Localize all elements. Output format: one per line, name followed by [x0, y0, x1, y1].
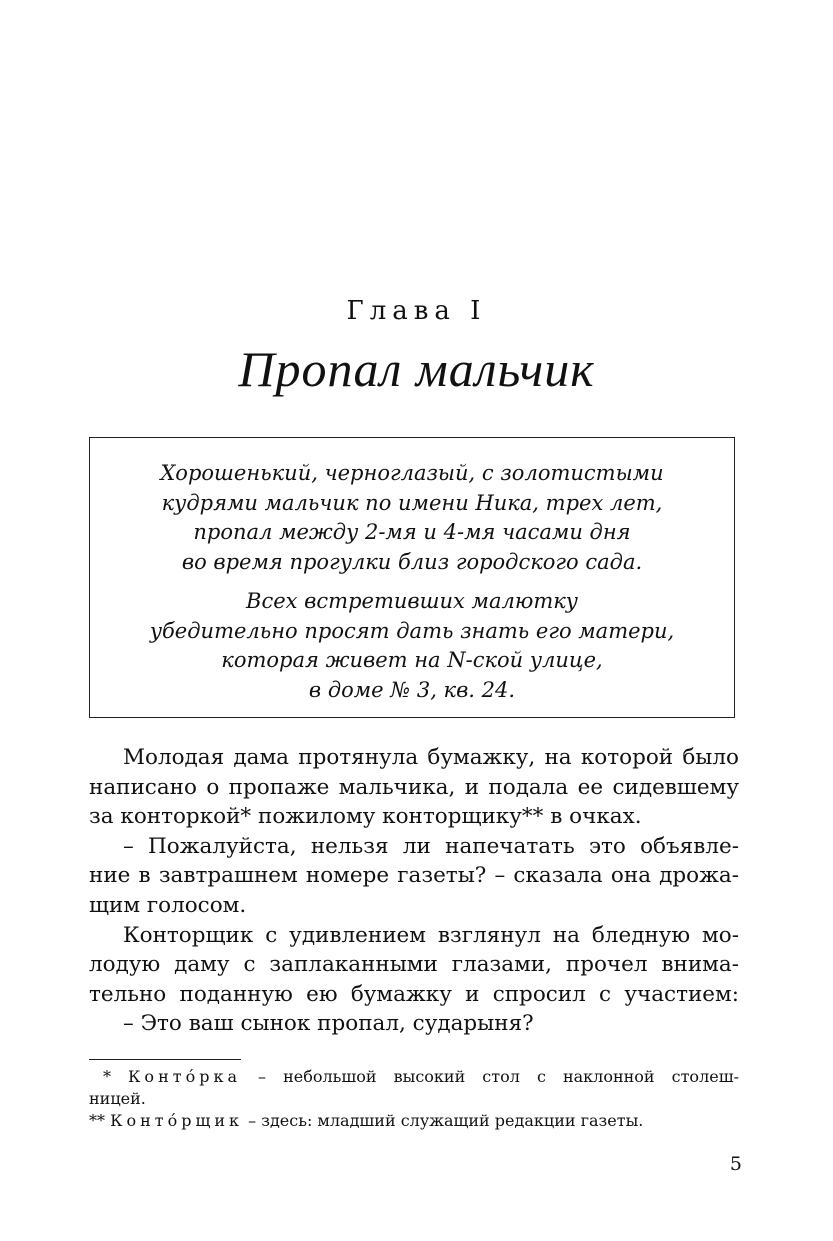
notice-line: кудрями мальчик по имени Ника, трех лет, — [161, 490, 663, 515]
footnote-1 — [89, 1066, 739, 1088]
notice-line: пропал между 2-мя и 4-мя часами дня — [193, 520, 631, 544]
body-line: Молодая дама протянула бумажку, на которой было — [123, 745, 739, 770]
footnote-mark: ** — [89, 1111, 105, 1130]
footnotes — [89, 1066, 739, 1132]
chapter-label: Глава I — [346, 296, 487, 326]
footnote-1-continuation: ницей. — [89, 1089, 146, 1108]
body-line: за конторкой* пожилому конторщику** в очках. — [89, 804, 642, 830]
notice-box — [89, 437, 735, 718]
notice-line: убедительно просят дать знать его матери, — [149, 618, 675, 643]
footnote-rule — [89, 1059, 241, 1060]
body-line: щим голосом. — [89, 892, 247, 918]
body-line: лодую даму с заплаканными глазами, прочел внима- — [89, 952, 739, 978]
body-line: – Это ваш сынок пропал, сударыня? — [123, 1011, 534, 1037]
body-line: тельно поданную ею бумажку и спросил с участием: — [89, 981, 739, 1007]
notice-line: во время прогулки близ городского сада. — [181, 549, 643, 574]
body-line: Конторщик с удивлением взглянул на бледную мо- — [123, 922, 739, 948]
page-number: 5 — [729, 1153, 742, 1175]
notice-paragraph — [90, 459, 734, 577]
notice-line: которая живет на N-ской улице, — [221, 648, 603, 672]
notice-line: Хорошенький, черноглазый, с золотистыми — [160, 461, 664, 485]
chapter-title: Пропал мальчик — [238, 341, 595, 397]
footnote-definition: – здесь: младший служащий редакции газеты. — [248, 1111, 644, 1130]
notice-line: Всех встретивших малютку — [246, 589, 578, 613]
footnote-2 — [89, 1110, 739, 1132]
body-line: ние в завтрашнем номере газеты? – сказала она дрожа- — [89, 863, 739, 889]
notice-paragraph — [90, 587, 734, 705]
notice-line: в доме № 3, кв. 24. — [308, 677, 516, 702]
body-line: – Пожалуйста, нельзя ли напечатать это объявле- — [123, 833, 739, 859]
footnote-term: Конто́рщик — [110, 1111, 244, 1130]
footnote-mark: * — [103, 1067, 111, 1086]
footnote-term: Конто́рка — [128, 1067, 241, 1086]
body-text — [89, 743, 739, 1039]
footnote-definition: – небольшой высокий стол с наклонной столеш- — [258, 1067, 739, 1086]
body-line: написано о пропаже мальчика, и подала ее сидевшему — [89, 774, 739, 800]
